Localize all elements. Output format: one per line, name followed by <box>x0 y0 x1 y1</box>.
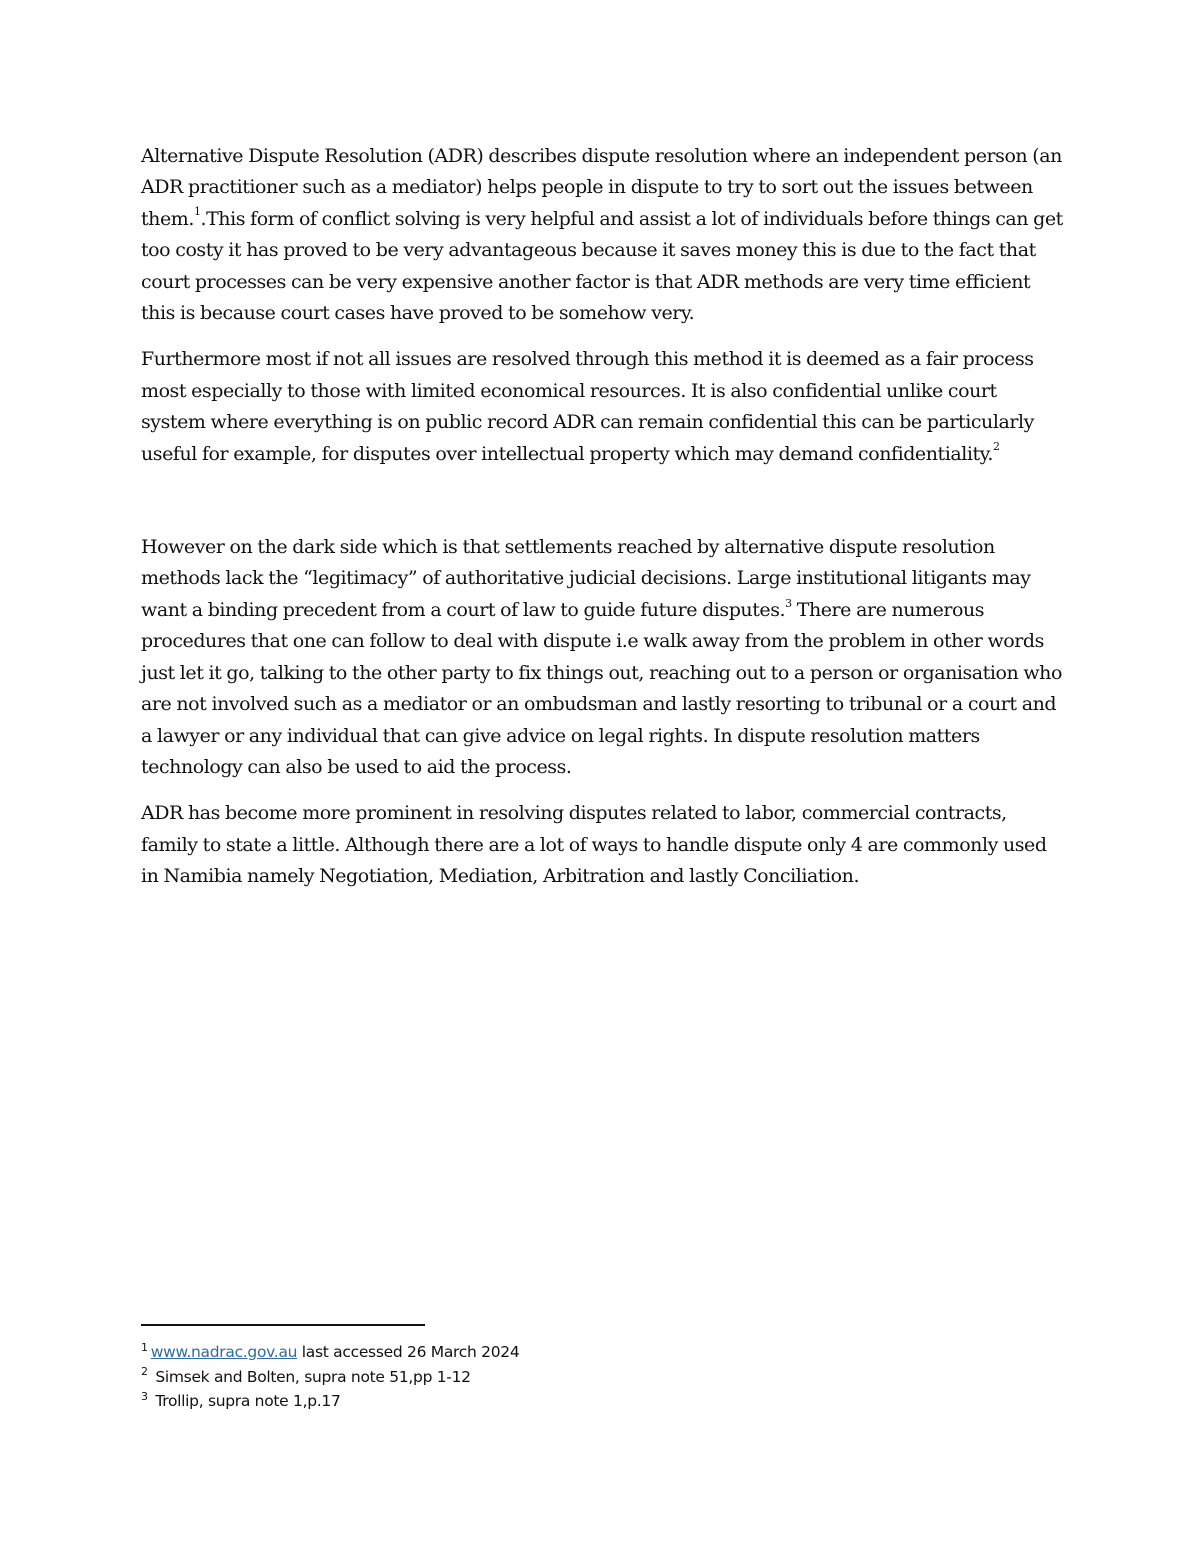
paragraph-3-text-b: There are numerous procedures that one can follow to deal with dispute i.e walk away from the problem in other words just let it go, talking to the other party to fix things out, reaching out to a person or organisation who are not involved such as a mediator or an ombudsman and lastly resorting to tribunal or a court and a lawyer or any individual that can give advice on legal rights. In dispute resolution matters technology can also be used to aid the process. <box>141 598 1062 778</box>
paragraph-3 <box>141 532 1066 783</box>
footnote-ref-3[interactable]: 3 <box>785 596 792 610</box>
footnote-1-link[interactable]: www.nadrac.gov.au <box>150 1343 298 1361</box>
paragraph-2 <box>141 344 1066 470</box>
paragraph-4-text-a: ADR has become more prominent in resolving disputes related to labor, commercial contracts, family to state a little. Although there are a lot of ways to handle dispute only 4 are commonly used in Namibia namely Negotiation, Mediation, Arbitration and lastly Conciliation. <box>141 802 1047 888</box>
body-text <box>141 141 1066 893</box>
footnote-2-text: Simsek and Bolten, supra note 51,pp 1-12 <box>150 1367 471 1386</box>
paragraph-1-text-b: .This form of conflict solving is very helpful and assist a lot of individuals before things can get too costy it has proved to be very advantageous because it saves money this is due to the fact that court processes can be very expensive another factor is that ADR methods are very time efficient this is because court cases have proved to be somehow very. <box>141 207 1063 325</box>
footnote-1-text: last accessed 26 March 2024 <box>297 1343 520 1361</box>
footnotes <box>141 1340 841 1414</box>
footnote-separator <box>141 1324 425 1326</box>
paragraph-1-text-a: Alternative Dispute Resolution (ADR) describes dispute resolution where an independent person (an ADR practitioner such as a mediator) helps people in dispute to try to sort out the issues between them. <box>141 145 1062 230</box>
footnote-2-number: 2 <box>141 1365 148 1379</box>
paragraph-3-text-a: However on the dark side which is that settlements reached by alternative dispute resolution methods lack the “legitimacy” of authoritative judicial decisions. Large institutional litigants may want a binding precedent from a court of law to guide future disputes. <box>141 536 1031 621</box>
paragraph-1 <box>141 141 1066 329</box>
paragraph-4 <box>141 798 1066 892</box>
footnote-3 <box>141 1389 841 1414</box>
footnote-3-text: Trollip, supra note 1,p.17 <box>150 1392 341 1410</box>
footnote-ref-2[interactable]: 2 <box>993 440 1000 454</box>
footnote-2 <box>141 1365 841 1390</box>
footnote-ref-1[interactable]: 1 <box>193 205 201 219</box>
footnote-1-number: 1 <box>141 1340 148 1354</box>
footnote-1 <box>141 1340 841 1365</box>
footnote-3-number: 3 <box>141 1389 148 1403</box>
paragraph-2-text-a: Furthermore most if not all issues are resolved through this method it is deemed as a fair process most especially to those with limited economical resources. It is also confidential unlike court system where everything is on public record ADR can remain confidential this can be particularly useful for example, for disputes over intellectual property which may demand confidentiality. <box>141 348 1034 465</box>
